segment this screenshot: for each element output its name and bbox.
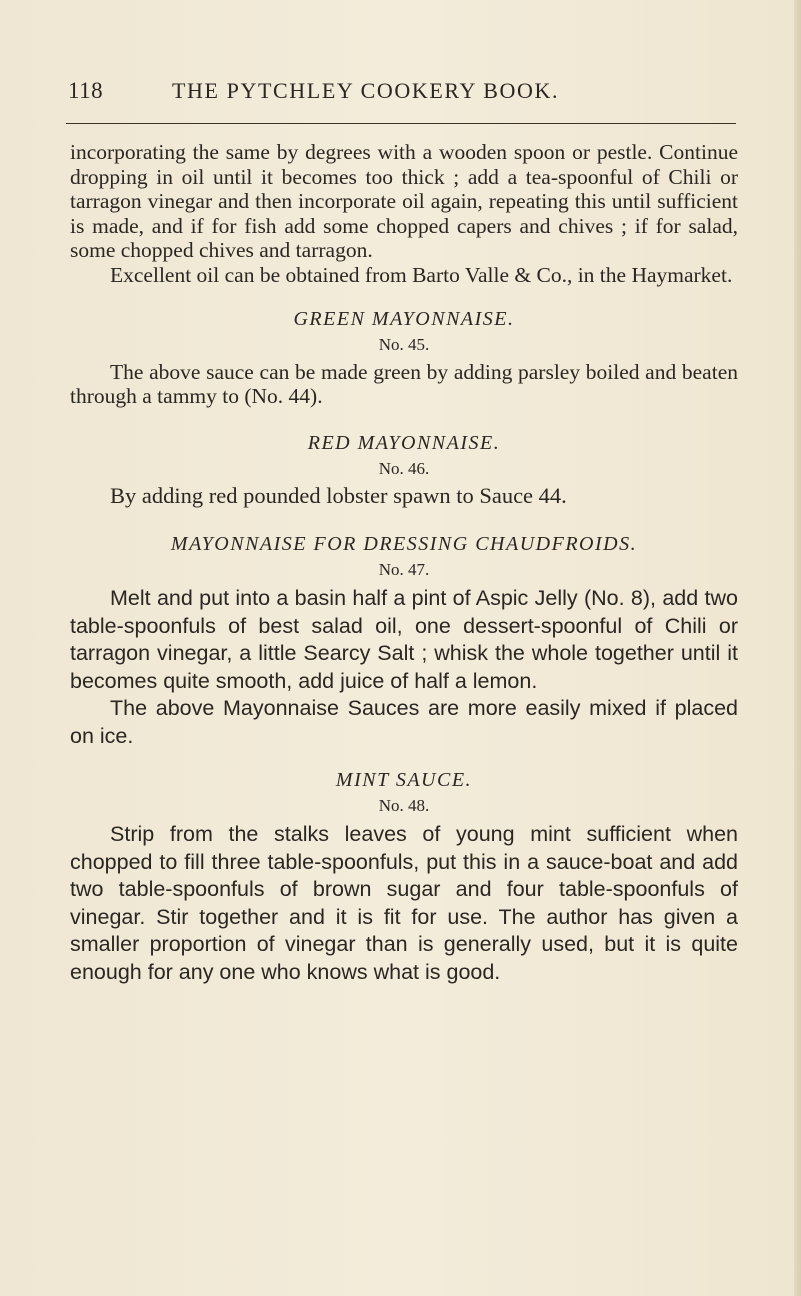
intro-paragraph-oil-supplier: Excellent oil can be obtained from Barto Valle & Co., in the Haymarket. xyxy=(110,262,733,287)
recipe-paragraph: The above Mayonnaise Sauces are more easily mixed if placed on ice. xyxy=(70,696,738,748)
recipe-number: No. 45. xyxy=(378,334,430,354)
recipe-mint-sauce xyxy=(70,768,738,986)
recipe-number: No. 48. xyxy=(378,796,430,816)
page-number: 118 xyxy=(68,78,104,103)
recipe-title: MINT SAUCE. xyxy=(335,769,473,792)
recipe-paragraph: Strip from the stalks leaves of young mint sufficient when chopped to fill three table-spoonfuls, put this in a sauce-boat and add two table-spoonfuls of brown sugar and four table-spoonfuls of vinegar. Stir together and it is fit for use. The author has given a smaller proportion of vinegar than is generally used, but it is quite enough for any one who knows what is good. xyxy=(70,822,738,984)
header-rule xyxy=(66,123,736,124)
recipe-green-mayonnaise xyxy=(70,307,738,409)
intro-paragraph: incorporating the same by degrees with a wooden spoon or pestle. Continue dropping in oil until it becomes too thick ; add a tea-spoonful of Chili or tarragon vinegar and then incorporate oil again, repeating this until sufficient is made, and if for fish add some chopped capers and chives ; if for salad, some chopped chives and tarragon. xyxy=(70,140,738,263)
recipe-paragraph: The above sauce can be made green by adding parsley boiled and beaten through a tammy to (No. 44). xyxy=(70,359,738,409)
running-head: THE PYTCHLEY COOKERY BOOK. xyxy=(172,78,560,103)
page-header xyxy=(68,78,736,108)
recipe-paragraph: By adding red pounded lobster spawn to Sauce 44. xyxy=(110,482,567,508)
recipe-title: MAYONNAISE FOR DRESSING CHAUDFROIDS. xyxy=(170,533,638,556)
recipe-number: No. 47. xyxy=(378,560,430,580)
recipe-number: No. 46. xyxy=(378,458,430,478)
recipe-paragraph: Melt and put into a basin half a pint of Aspic Jelly (No. 8), add two table-spoonfuls of best salad oil, one dessert-spoonful of Chili or tarragon vinegar, a little Searcy Salt ; whisk the whole together until it becomes quite smooth, add juice of half a lemon. xyxy=(70,586,738,693)
recipe-red-mayonnaise xyxy=(70,431,738,509)
recipe-mayonnaise-chaudfroids xyxy=(70,532,738,750)
recipe-title: RED MAYONNAISE. xyxy=(307,431,501,454)
recipe-title: GREEN MAYONNAISE. xyxy=(293,307,515,330)
page-body xyxy=(70,140,738,986)
page-edge-shadow xyxy=(794,0,801,1296)
